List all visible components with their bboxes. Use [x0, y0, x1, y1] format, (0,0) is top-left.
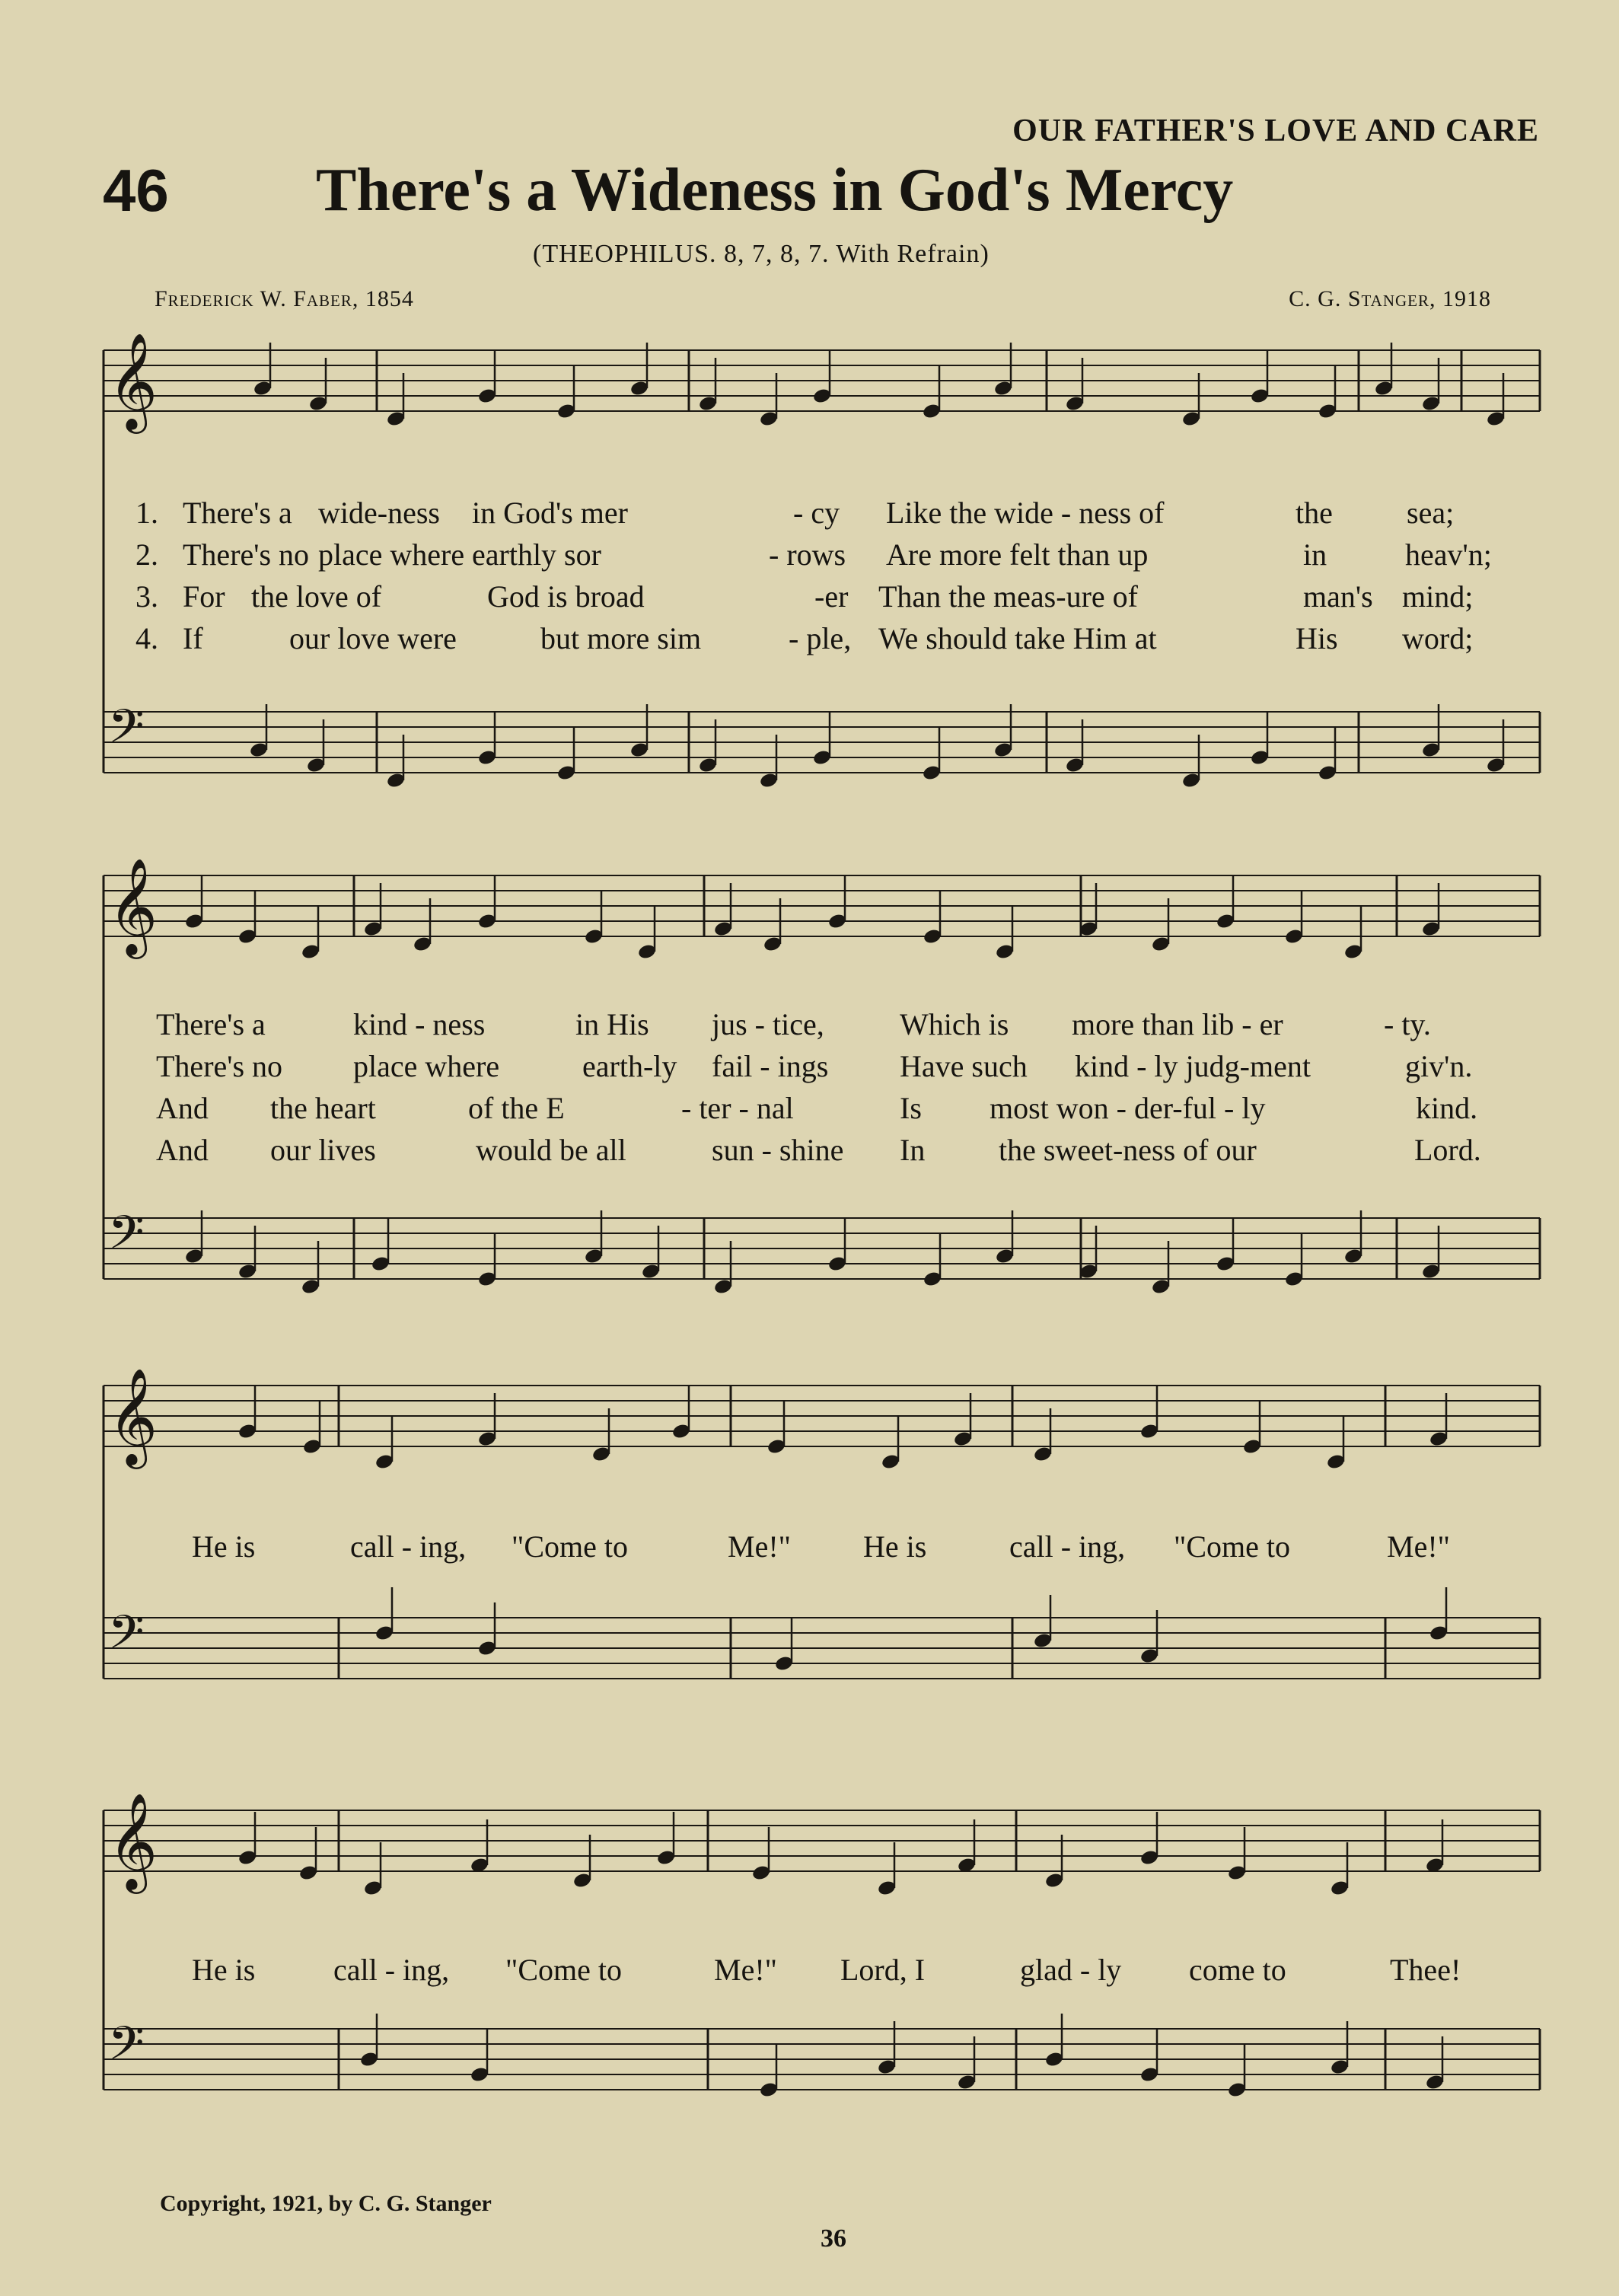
lyric: jus - tice,: [712, 1007, 824, 1041]
lyric: fail - ings: [712, 1049, 829, 1083]
lyric: kind - ness: [353, 1007, 486, 1041]
lyric: Is: [900, 1091, 922, 1125]
lyric: He is: [192, 1529, 256, 1564]
svg-text:𝄞: 𝄞: [108, 332, 158, 429]
lyric: heav'n;: [1405, 537, 1492, 572]
lyric: Are more felt than up: [886, 537, 1149, 572]
lyric: the heart: [270, 1091, 376, 1125]
lyric: - ty.: [1384, 1007, 1431, 1041]
lyric: but more sim: [540, 621, 702, 655]
lyric: We should take Him at: [878, 621, 1157, 655]
hymn-number: 46: [103, 157, 169, 224]
treble-staff-system-4: [104, 1792, 1540, 1894]
lyric: of the E: [468, 1091, 565, 1125]
lyric: Have such: [900, 1049, 1028, 1083]
lyric: in God's mer: [472, 496, 628, 530]
lyric: There's a: [156, 1007, 266, 1041]
lyric: would be all: [476, 1133, 626, 1167]
svg-text:𝄞: 𝄞: [108, 857, 158, 955]
composer-credit: C. G. Stanger, 1918: [1289, 286, 1491, 311]
lyric: - ple,: [789, 621, 852, 655]
page-number: 36: [821, 2224, 846, 2253]
lyric: - cy: [793, 496, 840, 530]
lyric: call - ing,: [1009, 1529, 1126, 1564]
section-title: OUR FATHER'S LOVE AND CARE: [1012, 113, 1539, 148]
lyric: He is: [192, 1953, 256, 1987]
lyric: in His: [575, 1007, 649, 1041]
verse-number: 1.: [135, 496, 158, 530]
lyric: - rows: [769, 537, 846, 572]
lyric: wide-ness: [318, 496, 440, 530]
verse-number: 2.: [135, 537, 158, 572]
lyric: call - ing,: [350, 1529, 467, 1564]
lyric: Lord, I: [840, 1953, 926, 1987]
lyric: -er: [814, 579, 849, 614]
lyric: glad - ly: [1020, 1953, 1122, 1987]
lyric: our love were: [289, 621, 457, 655]
lyric: And: [156, 1133, 209, 1167]
lyric: most won - der-ful - ly: [990, 1091, 1266, 1125]
lyric: Me!": [1387, 1529, 1450, 1564]
lyric: For: [183, 579, 225, 614]
lyric: call - ing,: [333, 1953, 450, 1987]
lyric: kind.: [1416, 1091, 1478, 1125]
lyric: "Come to: [505, 1953, 622, 1987]
lyric: giv'n.: [1405, 1049, 1473, 1083]
lyric: If: [183, 621, 203, 655]
lyric: sun - shine: [712, 1133, 844, 1167]
lyric: come to: [1189, 1953, 1286, 1987]
lyric: more than lib - er: [1072, 1007, 1283, 1041]
lyric: "Come to: [1174, 1529, 1290, 1564]
tune-info: (THEOPHILUS. 8, 7, 8, 7. With Refrain): [533, 240, 990, 268]
lyric: earthly sor: [472, 537, 601, 572]
lyric: In: [900, 1133, 926, 1167]
svg-text:𝄞: 𝄞: [108, 1792, 158, 1889]
lyric: Me!": [714, 1953, 777, 1987]
lyric: There's no: [156, 1049, 283, 1083]
svg-text:𝄢: 𝄢: [108, 700, 145, 765]
bass-staff-system-3: [104, 1606, 1540, 1679]
svg-text:𝄢: 𝄢: [108, 2017, 145, 2082]
lyric: Which is: [900, 1007, 1009, 1041]
lyric: the love of: [251, 579, 382, 614]
lyric: sea;: [1407, 496, 1455, 530]
verse-number: 4.: [135, 621, 158, 655]
treble-staff-system-1: [104, 332, 1540, 434]
hymn-title: There's a Wideness in God's Mercy: [316, 157, 1234, 224]
lyric: word;: [1402, 621, 1474, 655]
svg-text:𝄢: 𝄢: [108, 1206, 145, 1271]
lyric: And: [156, 1091, 209, 1125]
lyric: the sweet-ness of our: [999, 1133, 1257, 1167]
lyric: man's: [1303, 579, 1373, 614]
lyric: Lord.: [1414, 1133, 1481, 1167]
lyric: Like the wide - ness of: [886, 496, 1165, 530]
lyric: Than the meas-ure of: [878, 579, 1138, 614]
lyric: He is: [863, 1529, 927, 1564]
lyric: "Come to: [512, 1529, 628, 1564]
lyric: Me!": [728, 1529, 791, 1564]
lyric: There's no: [183, 537, 310, 572]
svg-text:𝄞: 𝄞: [108, 1367, 158, 1465]
lyric: mind;: [1402, 579, 1474, 614]
lyric: earth-ly: [582, 1049, 677, 1083]
bass-staff-system-4: [104, 2017, 1540, 2090]
lyric: - ter - nal: [681, 1091, 794, 1125]
lyric: kind - ly judg-ment: [1075, 1049, 1311, 1083]
verse-number: 3.: [135, 579, 158, 614]
lyric: place where: [318, 537, 465, 572]
lyric: God is broad: [487, 579, 645, 614]
lyric: There's a: [183, 496, 292, 530]
svg-text:𝄢: 𝄢: [108, 1606, 145, 1671]
lyric: His: [1296, 621, 1338, 655]
lyric: in: [1303, 537, 1327, 572]
lyric: place where: [353, 1049, 500, 1083]
author-credit: Frederick W. Faber, 1854: [155, 286, 414, 311]
lyric: our lives: [270, 1133, 376, 1167]
copyright-notice: Copyright, 1921, by C. G. Stanger: [160, 2191, 492, 2216]
lyric: Thee!: [1390, 1953, 1461, 1987]
lyric: the: [1296, 496, 1333, 530]
